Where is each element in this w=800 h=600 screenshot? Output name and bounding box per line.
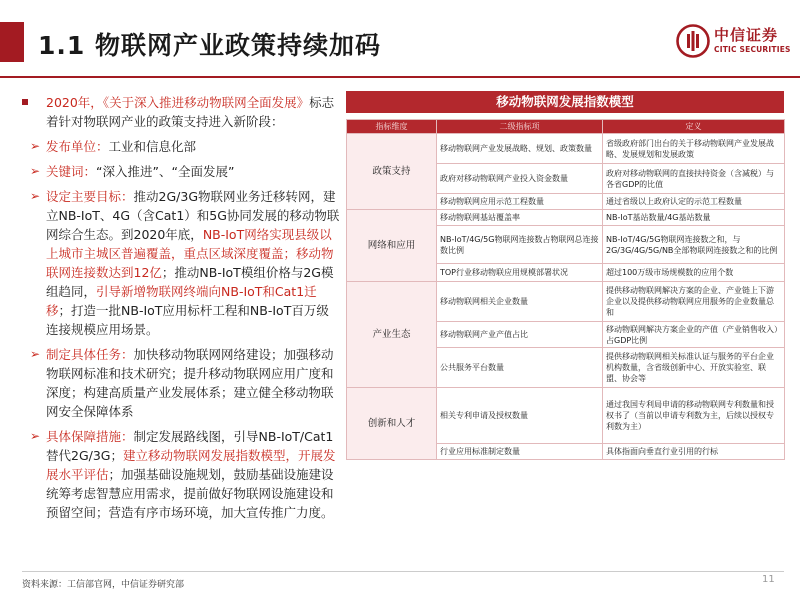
definition-cell: 通过我国专利局申请的移动物联网专利数量和授权书了（当前以申请专利数为主，后续以授权专利数为主） xyxy=(603,388,785,444)
policy-point-label: 具体保障措施： xyxy=(46,429,134,444)
table-header-row xyxy=(347,120,785,134)
policy-point-label: 设定主要目标： xyxy=(46,189,134,204)
policy-point-label: 发布单位： xyxy=(46,139,109,154)
indicator-cell: 移动物联网相关企业数量 xyxy=(437,282,603,322)
policy-point-text: 制定发展路线图，引导NB-IoT/Cat1替代2G/3G； xyxy=(46,429,334,463)
page-title: 1.1 物联网产业政策持续加码 xyxy=(38,31,381,60)
table-body xyxy=(347,134,785,460)
table-title: 移动物联网发展指数模型 xyxy=(346,91,784,113)
policy-point-label: 关键词： xyxy=(46,164,97,179)
policy-point-text: 加快移动物联网网络建设；加强移动物联网标准和技术研究；提升移动物联网应用广度和深度；构建高质量产业发展体系；建立健全移动物联网安全保障体系 xyxy=(46,347,334,419)
table-row xyxy=(347,282,785,322)
definition-cell: 省级政府部门出台的关于移动物联网产业发展战略、发展规划和发展政策 xyxy=(603,134,785,164)
citic-logo-icon xyxy=(676,24,710,58)
indicator-cell: 相关专利申请及授权数量 xyxy=(437,388,603,444)
definition-cell: 具体指面向垂直行业引用的行标 xyxy=(603,444,785,460)
policy-point-text: ；加强基础设施规划，鼓励基础设施建设统筹考虑智慧应用需求，提前做好物联网设施建设和预留空间；营造有序市场环境，加大宣传推广力度。 xyxy=(46,467,334,520)
policy-point-text: ；推动NB-IoT模组价格与2G模组趋同， xyxy=(46,265,334,299)
table-row xyxy=(347,210,785,226)
dimension-cell: 政策支持 xyxy=(347,134,437,210)
policy-point-text: “深入推进”、“全面发展” xyxy=(96,164,235,179)
policy-summary xyxy=(22,93,340,522)
arrow-bullet-icon: ➢ xyxy=(30,347,41,361)
header-dimension: 指标维度 xyxy=(347,120,437,134)
policy-point xyxy=(22,345,340,421)
dimension-cell: 产业生态 xyxy=(347,282,437,388)
title-accent-bar xyxy=(0,22,24,62)
indicator-cell: TOP行业移动物联应用规模部署状况 xyxy=(437,264,603,282)
arrow-bullet-icon: ➢ xyxy=(30,164,41,178)
arrow-bullet-icon: ➢ xyxy=(30,139,41,153)
policy-points xyxy=(22,137,340,522)
page-number: 11 xyxy=(762,574,775,585)
definition-cell: NB-IoT基站数量/4G基站数量 xyxy=(603,210,785,226)
indicator-cell: 公共服务平台数量 xyxy=(437,348,603,388)
policy-point-text: ；打造一批NB-IoT应用标杆工程和NB-IoT百万级连接规模应用场景。 xyxy=(46,303,329,337)
square-bullet-icon xyxy=(22,99,28,105)
policy-point-text: 工业和信息化部 xyxy=(108,139,197,154)
dimension-cell: 创新和人才 xyxy=(347,388,437,460)
indicator-cell: 移动物联网产业产值占比 xyxy=(437,322,603,348)
intro-rest: 标志着针对物联网产业的政策支持进入新阶段： xyxy=(46,95,335,129)
indicator-cell: 移动物联网基站覆盖率 xyxy=(437,210,603,226)
title-divider xyxy=(0,76,800,78)
policy-point-text: 引导新增物联网终端向NB-IoT和Cat1迁移 xyxy=(46,284,317,318)
policy-point-text: 推动2G/3G物联网业务迁移转网，建立NB-IoT、4G（含Cat1）和5G协同发展的移动物联网综合生态。到2020年底， xyxy=(46,189,340,242)
policy-point xyxy=(22,187,340,339)
table-row xyxy=(347,388,785,444)
indicator-cell: 行业应用标准制定数量 xyxy=(437,444,603,460)
header-indicator: 二级指标项 xyxy=(437,120,603,134)
intro-year: 2020年， xyxy=(46,95,103,110)
definition-cell: 通过省级以上政府认定的示范工程数量 xyxy=(603,194,785,210)
table-row xyxy=(347,134,785,164)
index-model-table-panel xyxy=(346,91,784,460)
footer-divider xyxy=(22,571,784,572)
indicator-cell: 移动物联网产业发展战略、规划、政策数量 xyxy=(437,134,603,164)
source-note: 资料来源：工信部官网，中信证券研究部 xyxy=(22,580,185,590)
policy-point xyxy=(22,427,340,522)
indicator-cell: 政府对移动物联网产业投入资金数量 xyxy=(437,164,603,194)
definition-cell: 提供移动物联网相关标准认证与服务的平台企业机构数量，含省级创新中心、开放实验室、联盟、协会等 xyxy=(603,348,785,388)
policy-point-text: 建立移动物联网发展指数模型，开展发展水平评估 xyxy=(46,448,336,482)
arrow-bullet-icon: ➢ xyxy=(30,429,41,443)
definition-cell: 移动物联网解决方案企业的产值（产业销售收入）占GDP比例 xyxy=(603,322,785,348)
logo-chinese-name: 中信证券 xyxy=(714,26,779,44)
intro-document: 《关于深入推进移动物联网全面发展》 xyxy=(102,95,310,110)
policy-point-text: NB-IoT网络实现县级以上城市主城区普遍覆盖，重点区域深度覆盖；移动物联网连接数达到12亿 xyxy=(46,227,334,280)
title-bar xyxy=(0,0,800,80)
policy-point-label: 制定具体任务： xyxy=(46,347,134,362)
index-model-table xyxy=(346,119,785,460)
indicator-cell: 移动物联网应用示范工程数量 xyxy=(437,194,603,210)
company-logo xyxy=(676,22,791,64)
definition-cell: NB-IoT/4G/5G物联网连接数之和，与2G/3G/4G/5G/NB全部物联网连接数之和的比例 xyxy=(603,226,785,264)
definition-cell: 政府对移动物联网的直接扶持资金（含减税）与各省GDP的比值 xyxy=(603,164,785,194)
arrow-bullet-icon: ➢ xyxy=(30,189,41,203)
dimension-cell: 网络和应用 xyxy=(347,210,437,282)
policy-point xyxy=(22,137,340,156)
header-definition: 定义 xyxy=(603,120,785,134)
definition-cell: 提供移动物联网解决方案的企业、产业链上下游企业以及提供移动物联网应用服务的企业数量总和 xyxy=(603,282,785,322)
policy-point xyxy=(22,162,340,181)
intro-paragraph xyxy=(22,93,340,131)
logo-english-name: CITIC SECURITIES xyxy=(714,45,791,54)
definition-cell: 超过100万级市场规模数的应用个数 xyxy=(603,264,785,282)
indicator-cell: NB-IoT/4G/5G物联网连接数占物联网总连接数比例 xyxy=(437,226,603,264)
